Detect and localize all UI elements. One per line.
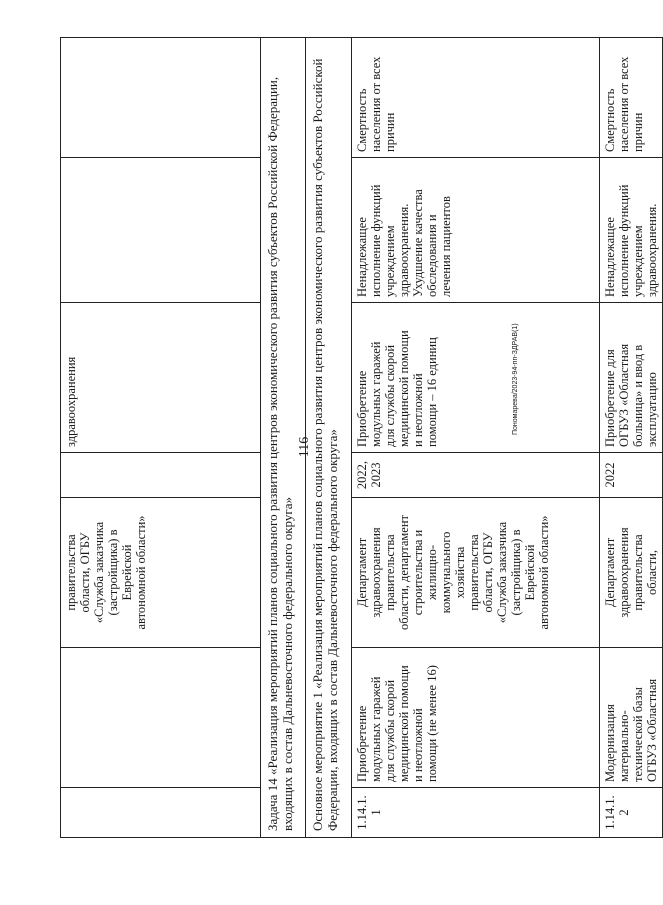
cell-indicator: Смертность населения от всех причин [352, 38, 600, 158]
cell-indicator [61, 38, 261, 158]
cell-result: Приобретение для ОГБУЗ «Областная больница» и ввод в эксплуатацию [600, 303, 663, 453]
table-row [352, 38, 600, 838]
task-heading: Задача 14 «Реализация мероприятий планов социального развития центров экономического развития субъектов Российской Федерации, входящих в состав Дальневосточного федерального округа» [261, 38, 306, 838]
cell-name: Модернизация материально- технической базы ОГБУЗ «Областная [600, 648, 663, 788]
cell-risk: Ненадлежащее исполнение функций учреждением здравоохранения. Ухудшение качества обследования и лечения пациентов [352, 158, 600, 303]
cell-year: 2022 [600, 453, 663, 498]
measure-row [306, 38, 352, 838]
cell-no: 1.14.1. 2 [600, 788, 663, 838]
cell-risk: Ненадлежащее исполнение функций учреждением здравоохранения. [600, 158, 663, 303]
cell-name [61, 648, 261, 788]
document-stamp: Пономарева/2023-94-пп-ЗДРАВ(1) [512, 323, 519, 435]
cell-year [61, 453, 261, 498]
cell-result: Приобретение модульных гаражей для службы скорой медицинской помощи и неотложной помощи – 16 единиц [352, 303, 600, 453]
measure-heading: Основное мероприятие 1 «Реализация мероприятий планов социального развития центров экономического развития субъектов Российской Федерации, входящих в состав Дальневосточного федерального округа» [306, 38, 352, 838]
cell-executor: Департамент здравоохранения правительства области, [600, 498, 663, 648]
cell-executor: Департамент здравоохранения правительства области, департамент строительства и жилищно- коммунального хозяйства правительства области, ОГБУ «Служба заказчика (застройщика) в Еврейской автономной области» [352, 498, 600, 648]
task-row [261, 38, 306, 838]
program-table [60, 37, 663, 838]
cell-name: Приобретение модульных гаражей для службы скорой медицинской помощи и неотложной помощи (не менее 16) [352, 648, 600, 788]
cell-result: здравоохранения [61, 303, 261, 453]
table-row-continuation [61, 38, 261, 838]
page-number: 116 [297, 436, 312, 458]
cell-indicator: Смертность населения от всех причин [600, 38, 663, 158]
cell-executor: правительства области, ОГБУ «Служба заказчика (застройщика) в Еврейской автономной области» [61, 498, 261, 648]
cell-no: 1.14.1. 1 [352, 788, 600, 838]
table-row [600, 38, 663, 838]
rotated-page-content [60, 38, 659, 838]
cell-risk [61, 158, 261, 303]
cell-year: 2022, 2023 [352, 453, 600, 498]
cell-no [61, 788, 261, 838]
